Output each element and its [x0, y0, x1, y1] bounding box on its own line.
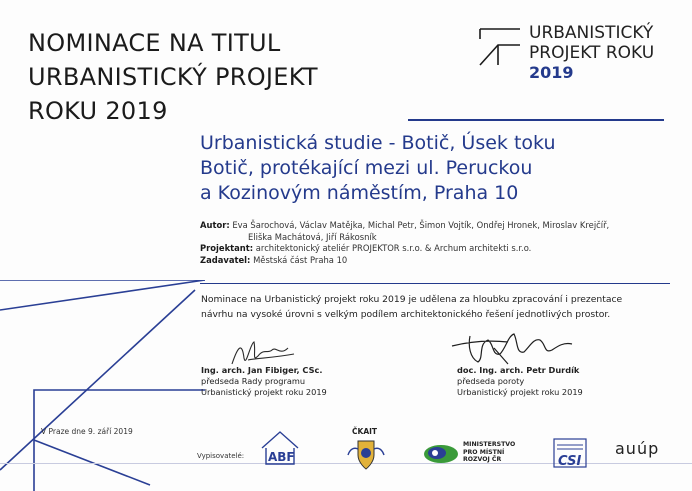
mmr-line: ROZVOJ ČR [463, 456, 502, 464]
client-row [200, 255, 670, 267]
author-label: Autor: [200, 220, 230, 230]
statement-line: Nominace na Urbanistický projekt roku 2019 je udělena za hloubku zpracování i prezentace [201, 294, 623, 305]
project-meta [200, 220, 670, 266]
signatory-role: předseda poroty [457, 376, 525, 386]
signature-block-right [457, 365, 583, 398]
title-line: NOMINACE NA TITUL [28, 29, 281, 57]
signatory-role: Urbanistický projekt roku 2019 [457, 387, 583, 397]
project-title [200, 131, 660, 206]
mmr-line: PRO MÍSTNÍ [463, 448, 505, 456]
nomination-statement [201, 293, 661, 322]
author-names-continued: Eliška Machátová, Jiří Rákosník [248, 231, 377, 242]
auup-logo: auúp [615, 439, 660, 458]
signature-durdik-icon [448, 328, 578, 368]
logo-line: PROJEKT ROKU [529, 43, 655, 63]
header-divider [408, 119, 664, 121]
signatory-role: předseda Rady programu [201, 376, 306, 386]
mmr-label [463, 441, 515, 464]
author-names: Eva Šarochová, Václav Matějka, Michal Petr, Šimon Vojtík, Ondřej Hronek, Miroslav Krejčíř, [232, 220, 610, 230]
page-title [28, 26, 408, 128]
programme-logo-icon [476, 25, 524, 69]
designer-value: architektonický ateliér PROJEKTOR s.r.o. & Archum architekti s.r.o. [255, 243, 532, 253]
logo-line: URBANISTICKÝ [529, 23, 654, 43]
signature-block-left [201, 365, 327, 398]
place-date: V Praze dne 9. září 2019 [41, 427, 133, 436]
logo-year: 2019 [529, 63, 574, 82]
corner-line-drawing [0, 280, 205, 491]
statement-line: návrhu na vysoké úrovni s velkým podílem architektonického řešení jednotlivých prostor. [201, 308, 611, 320]
title-line: ROKU 2019 [28, 97, 168, 125]
mmr-line: MINISTERSTVO [463, 441, 516, 448]
client-label: Zadavatel: [200, 254, 251, 265]
author-row [200, 220, 670, 232]
project-title-line: Urbanistická studie - Botič, Úsek toku [200, 132, 556, 154]
signatory-name: Ing. arch. Jan Fibiger, CSc. [201, 365, 323, 375]
project-title-line: Botič, protékající mezi ul. Peruckou [200, 157, 533, 179]
designer-label: Projektant: [200, 243, 254, 253]
title-line: URBANISTICKÝ PROJEKT [28, 63, 318, 91]
content-divider [200, 283, 670, 284]
designer-row [200, 243, 670, 255]
programme-logo-text [529, 23, 654, 83]
csi-logo-icon [551, 435, 589, 471]
mmr-logo-icon [422, 441, 460, 467]
signatory-name: doc. Ing. arch. Petr Durdík [457, 365, 580, 375]
client-value: Městská část Praha 10 [253, 254, 348, 265]
signatory-role: Urbanistický projekt roku 2019 [201, 387, 327, 397]
ckait-label: ČKAIT [352, 427, 378, 436]
issuers-label: Vypisovatelé: [197, 452, 245, 460]
svg-text:ABF: ABF [268, 450, 295, 464]
ckait-logo-icon [342, 427, 390, 475]
project-title-line: a Kozinovým náměstím, Praha 10 [200, 182, 519, 204]
author-row-continued [200, 232, 670, 244]
svg-text:CSI: CSI [558, 454, 582, 469]
abf-logo-icon [258, 428, 302, 468]
